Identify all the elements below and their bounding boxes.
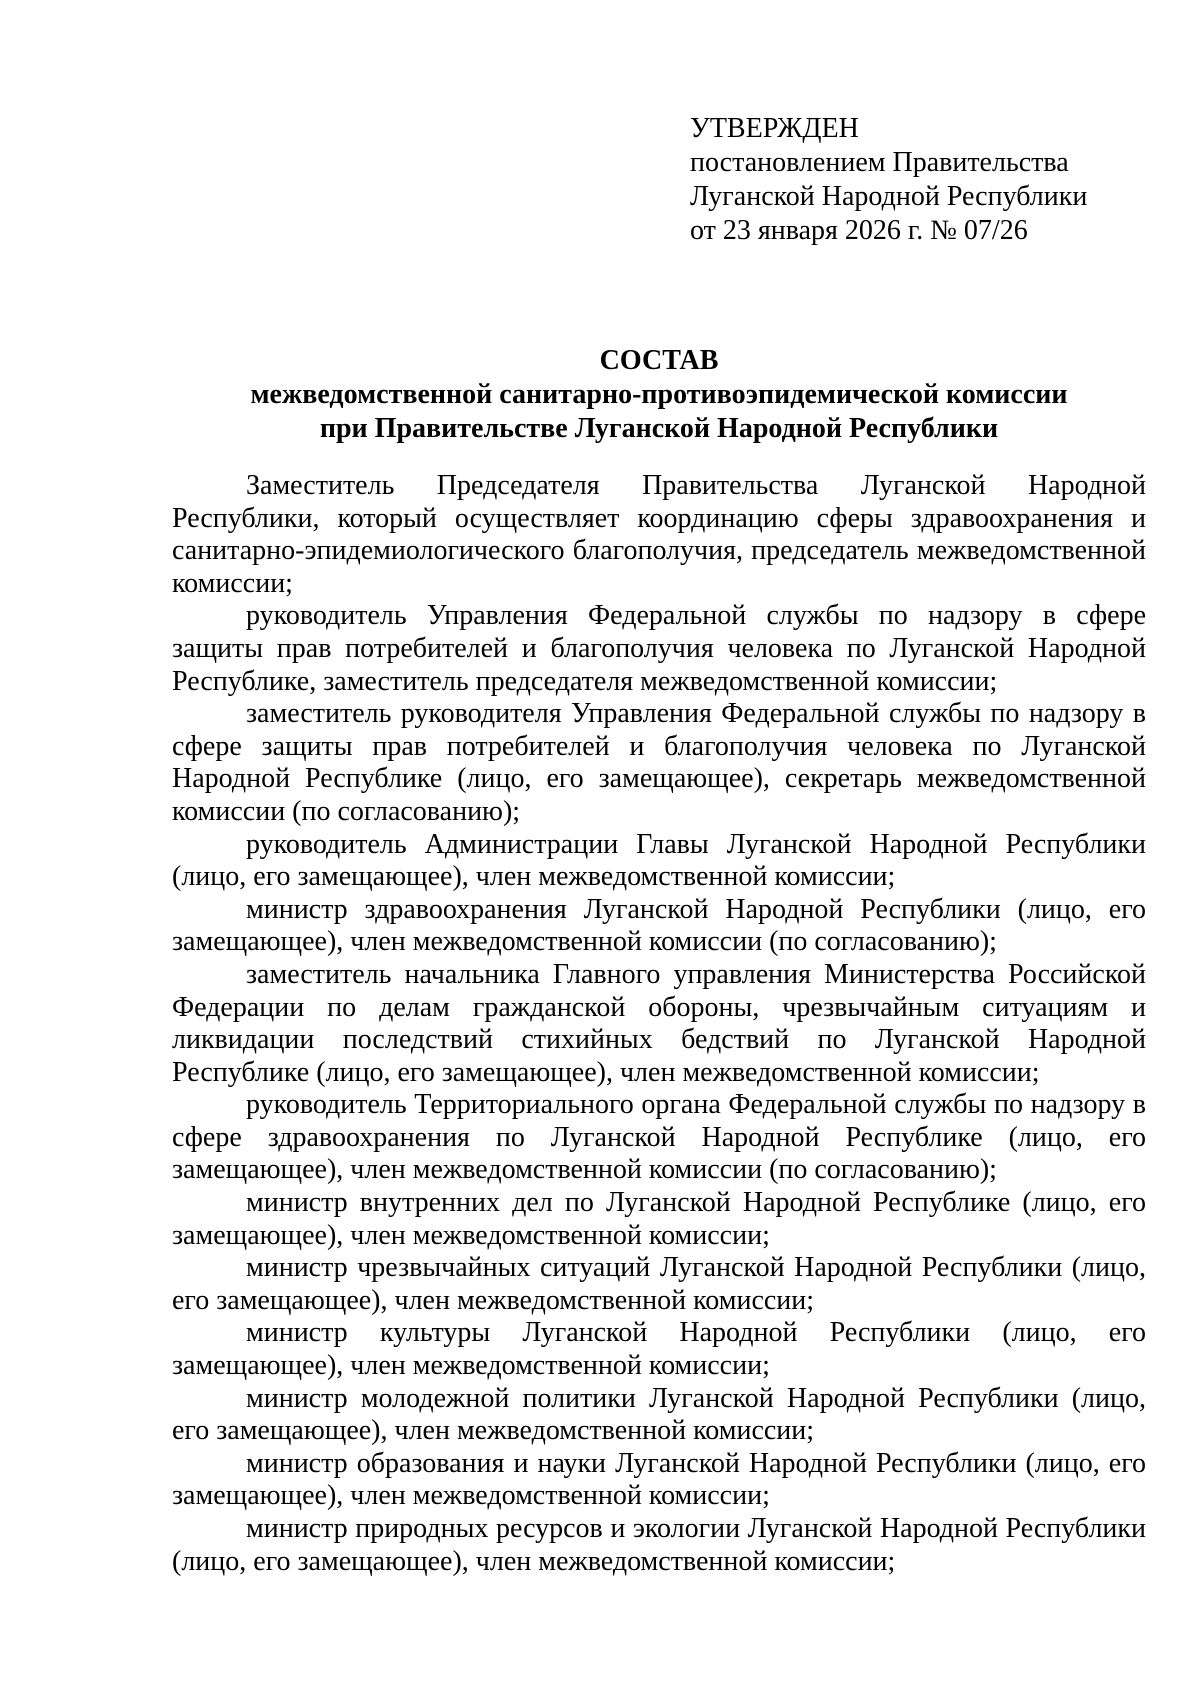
member-paragraph: руководитель Территориального органа Федеральной службы по надзору в сфере здравоохранения по Луганской Народной Республике (лицо, его замещающее), член межведомственной комиссии (по согласованию); [172,1089,1146,1186]
member-paragraph: министр молодежной политики Луганской Народной Республики (лицо, его замещающее), член межведомственной комиссии; [172,1382,1146,1447]
approval-date-number: от 23 января 2026 г. № 07/26 [690,215,1028,246]
member-paragraph: заместитель руководителя Управления Федеральной службы по надзору в сфере защиты прав потребителей и благополучия человека по Луганской Народной Республике (лицо, его замещающее), секретарь межведомственной комиссии (по согласованию); [172,698,1146,827]
member-paragraph: Заместитель Председателя Правительства Луганской Народной Республики, который осуществляет координацию сферы здравоохранения и санитарно-эпидемиологического благополучия, председатель межведомственной комиссии; [172,470,1146,599]
member-paragraph: министр природных ресурсов и экологии Луганской Народной Республики (лицо, его замещающее), член межведомственной комиссии; [172,1513,1146,1577]
approval-stamp [690,112,1150,248]
member-paragraph: руководитель Администрации Главы Луганской Народной Республики (лицо, его замещающее), член межведомственной комиссии; [172,828,1146,893]
approval-government: Луганской Народной Республики [690,181,1088,212]
member-paragraph: министр внутренних дел по Луганской Народной Республике (лицо, его замещающее), член межведомственной комиссии; [172,1187,1146,1251]
member-paragraph: заместитель начальника Главного управления Министерства Российской Федерации по делам гражданской обороны, чрезвычайным ситуациям и ликвидации последствий стихийных бедствий по Луганской Народной Республике (лицо, его замещающее), член межведомственной комиссии; [172,958,1146,1088]
approval-heading: УТВЕРЖДЕН [690,113,859,144]
member-paragraph: министр образования и науки Луганской Народной Республики (лицо, его замещающее), член межведомственной комиссии; [172,1447,1146,1512]
member-paragraph: руководитель Управления Федеральной службы по надзору в сфере защиты прав потребителей и благополучия человека по Луганской Народной Республике, заместитель председателя межведомственной комиссии; [172,600,1146,697]
member-paragraph: министр культуры Луганской Народной Республики (лицо, его замещающее), член межведомственной комиссии; [172,1317,1146,1382]
members-list [172,470,1146,1578]
title-main: СОСТАВ [599,345,719,376]
member-paragraph: министр чрезвычайных ситуаций Луганской Народной Республики (лицо, его замещающее), член межведомственной комиссии; [172,1252,1146,1316]
member-paragraph: министр здравоохранения Луганской Народной Республики (лицо, его замещающее), член межведомственной комиссии (по согласованию); [172,893,1146,958]
title-subtitle-line1: межведомственной санитарно-противоэпидемической комиссии [250,379,1068,410]
document-title [172,344,1146,446]
title-subtitle-line2: при Правительстве Луганской Народной Республики [319,413,999,444]
approval-resolution: постановлением Правительства [690,147,1069,178]
